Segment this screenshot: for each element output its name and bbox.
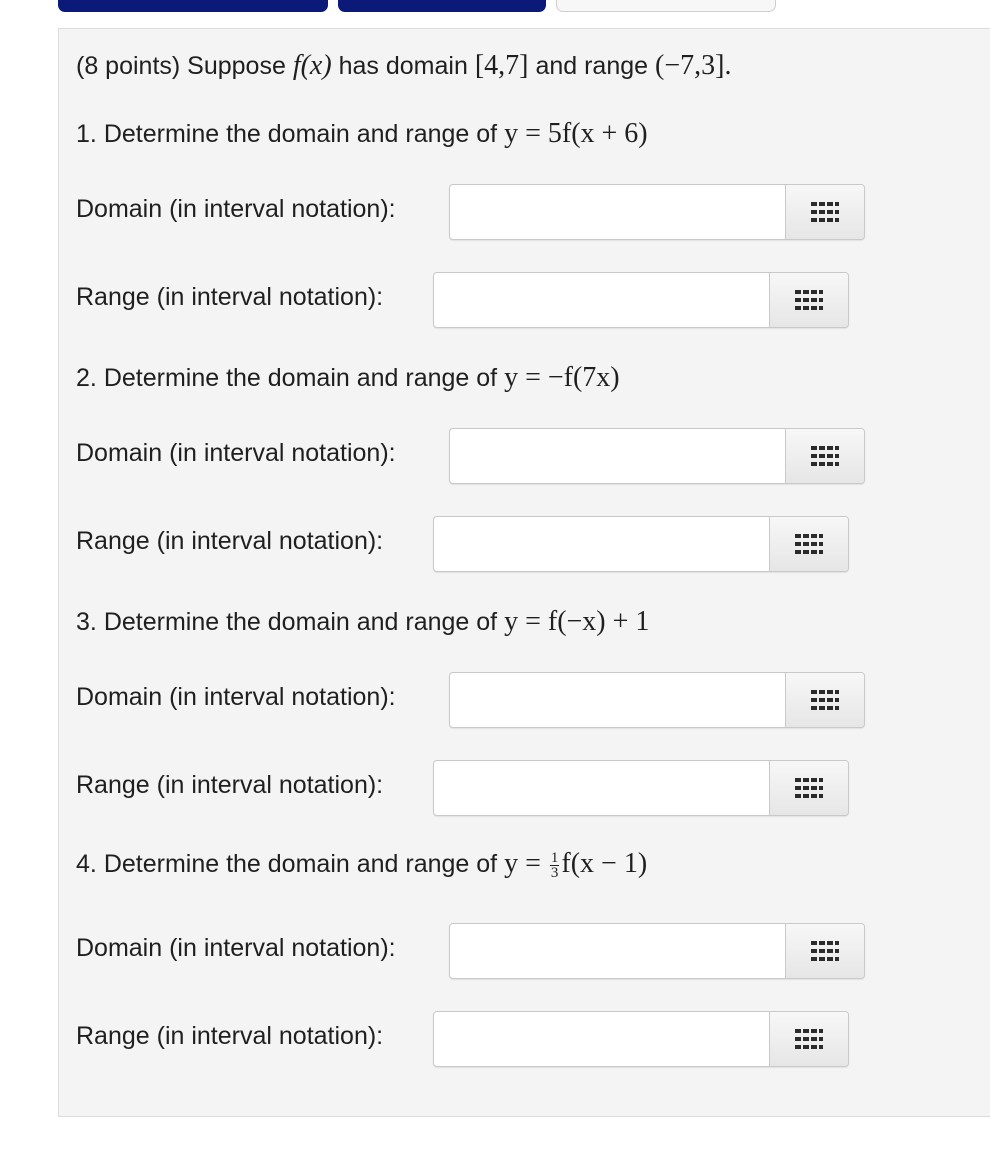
range-label: Range (in interval notation): [76, 527, 384, 555]
grid-icon [794, 533, 824, 555]
fraction [550, 851, 560, 880]
q1-domain-palette-button[interactable] [785, 185, 864, 239]
q4-domain-input[interactable] [450, 924, 785, 978]
top-nav-button-2[interactable] [338, 0, 546, 12]
question-text: Determine the domain and range of [103, 608, 498, 636]
equation-end: f(x − 1) [561, 848, 648, 879]
range-label: Range (in interval notation): [76, 771, 384, 799]
grid-icon [810, 940, 840, 962]
equation-start: y = [504, 848, 541, 879]
question-equation: y = f(−x) + 1 [504, 606, 650, 637]
q2-domain-field [449, 428, 865, 484]
q3-domain-input[interactable] [450, 673, 785, 727]
question-text: Determine the domain and range of [103, 850, 498, 878]
domain-label: Domain (in interval notation): [76, 195, 396, 223]
question-text: Determine the domain and range of [103, 120, 498, 148]
q3-domain-palette-button[interactable] [785, 673, 864, 727]
q2-domain-input[interactable] [450, 429, 785, 483]
question-equation [504, 848, 648, 882]
grid-icon [810, 689, 840, 711]
question-1 [76, 118, 648, 150]
q2-range-palette-button[interactable] [769, 517, 848, 571]
intro-function: f(x) [292, 50, 332, 81]
q1-domain-input[interactable] [450, 185, 785, 239]
q3-range-input[interactable] [434, 761, 769, 815]
question-number: 4. [76, 850, 97, 878]
question-number: 1. [76, 120, 97, 148]
q1-range-input[interactable] [434, 273, 769, 327]
question-4 [76, 848, 647, 880]
range-label: Range (in interval notation): [76, 1022, 384, 1050]
question-equation: y = −f(7x) [504, 362, 620, 393]
q3-range-field [433, 760, 849, 816]
q2-domain-palette-button[interactable] [785, 429, 864, 483]
grid-icon [794, 289, 824, 311]
q1-range-palette-button[interactable] [769, 273, 848, 327]
q3-domain-field [449, 672, 865, 728]
fraction-numerator: 1 [550, 850, 559, 867]
top-nav-button-3[interactable] [556, 0, 776, 12]
q4-domain-palette-button[interactable] [785, 924, 864, 978]
grid-icon [810, 201, 840, 223]
q4-range-input[interactable] [434, 1012, 769, 1066]
grid-icon [794, 1028, 824, 1050]
q1-range-field [433, 272, 849, 328]
q4-range-field [433, 1011, 849, 1067]
question-3 [76, 606, 649, 638]
q4-domain-field [449, 923, 865, 979]
question-equation: y = 5f(x + 6) [504, 118, 648, 149]
domain-label: Domain (in interval notation): [76, 683, 396, 711]
q1-domain-field [449, 184, 865, 240]
intro-text: (8 points) Suppose [76, 52, 286, 80]
grid-icon [810, 445, 840, 467]
question-number: 2. [76, 364, 97, 392]
range-label: Range (in interval notation): [76, 283, 384, 311]
range-text: and range [535, 52, 649, 80]
fraction-denominator: 3 [550, 865, 559, 882]
domain-label: Domain (in interval notation): [76, 439, 396, 467]
grid-icon [794, 777, 824, 799]
q2-range-field [433, 516, 849, 572]
q2-range-input[interactable] [434, 517, 769, 571]
question-number: 3. [76, 608, 97, 636]
q4-range-palette-button[interactable] [769, 1012, 848, 1066]
q3-range-palette-button[interactable] [769, 761, 848, 815]
domain-label: Domain (in interval notation): [76, 934, 396, 962]
given-domain: [4,7] [474, 50, 529, 81]
domain-text: has domain [338, 52, 468, 80]
question-2 [76, 362, 620, 394]
problem-statement [76, 50, 731, 82]
given-range: (−7,3]. [655, 50, 732, 81]
question-text: Determine the domain and range of [103, 364, 498, 392]
top-nav-button-1[interactable] [58, 0, 328, 12]
